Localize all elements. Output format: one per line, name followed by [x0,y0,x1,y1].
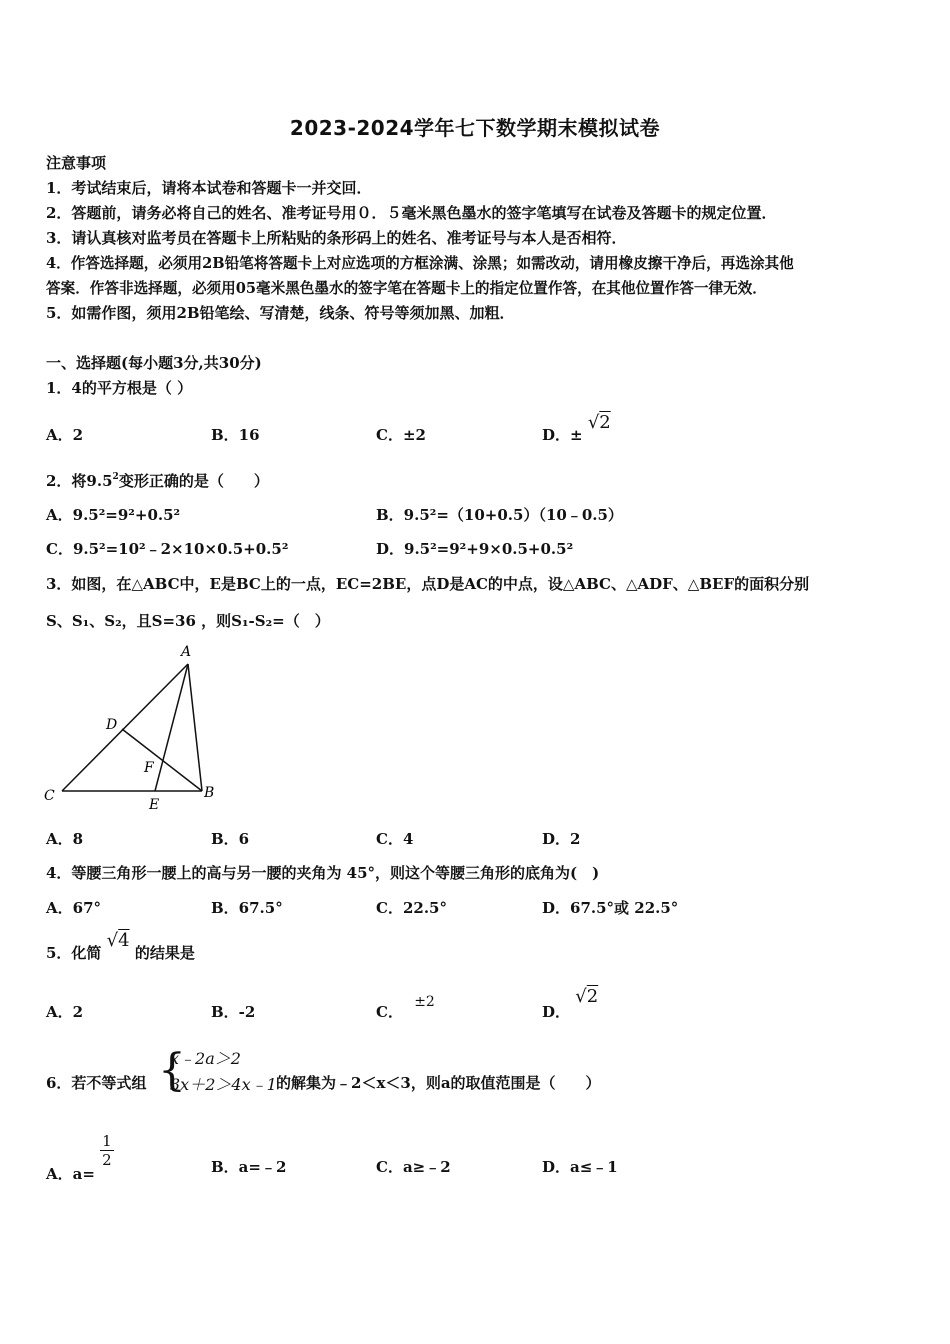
q1-option-d [542,412,611,444]
note-item: 1．考试结束后，请将本试卷和答题卡一并交回． [46,179,372,197]
q6-option-d: D．a≤﹣1 [542,1158,618,1176]
q2-option-a: A．9.5²=9²+0.5² [46,506,181,524]
note-item: 2．答题前，请务必将自己的姓名、准考证号用０．５毫米黑色墨水的签字笔填写在试卷及答题卡的规定位置． [46,204,777,222]
q1-option-d-label: D．± [542,426,583,444]
segment-ab [188,664,202,791]
q3-stem-line2: S、S₁、S₂，且S=36 ，则S₁-S₂=（ ） [46,612,330,630]
segment-db [122,729,202,791]
section-heading: 一、选择题(每小题3分,共30分) [46,354,262,372]
q4-stem: 4．等腰三角形一腰上的高与另一腰的夹角为 45°，则这个等腰三角形的底角为( ) [46,864,600,882]
label-f: F [144,760,154,776]
sqrt-symbol: √2 [587,412,611,433]
q5-stem-suffix: 的结果是 [134,944,195,962]
q3-option-d: D．2 [542,830,581,848]
inequality-row: x﹣2a＞2 [170,1049,241,1068]
q5-option-c-value: ±2 [414,994,435,1010]
segment-ca [62,664,188,791]
q5-option-c [376,992,435,1021]
q1-option-b: B．16 [211,426,260,444]
label-b: B [204,785,215,801]
inequality-row: 3x＋2＞4x﹣1 [170,1075,277,1094]
q2-option-b: B．9.5²=（10+0.5）（10﹣0.5） [376,506,623,524]
q5-option-d-label: D． [542,1003,571,1021]
q5-stem-prefix: 5．化简 [46,944,102,962]
q5-option-d [542,986,599,1021]
q4-option-d: D．67.5°或 22.5° [542,899,679,917]
q4-option-a: A．67° [46,899,102,917]
q6-option-a-label: A．a= [46,1164,95,1183]
q3-option-a: A．8 [46,830,84,848]
q2-option-d: D．9.5²=9²+9×0.5+0.5² [376,540,574,558]
q5-stem [46,930,195,962]
note-item: 5．如需作图，须用2B铅笔绘、写清楚，线条、符号等须加黑、加粗． [46,304,515,322]
q6-option-b: B．a=﹣2 [211,1158,287,1176]
q3-option-b: B．6 [211,830,250,848]
q2-stem [46,470,269,491]
label-e: E [149,797,160,813]
triangle-figure [40,640,230,815]
numerator: 1 [102,1132,112,1150]
segment-ae [155,664,188,791]
q2-stem-sup: 2 [112,472,119,482]
q5-option-c-label: C． [376,1003,403,1021]
notes-heading: 注意事项 [46,154,107,172]
q2-stem-suffix: 变形正确的是（ ） [118,472,269,490]
brace-icon: { [158,1045,186,1096]
q5-option-b: B．-2 [211,1003,256,1021]
q4-option-c: C．22.5° [376,899,447,917]
q4-option-b: B．67.5° [211,899,283,917]
label-c: C [44,788,55,804]
note-item: 3．请认真核对监考员在答题卡上所粘贴的条形码上的姓名、准考证号与本人是否相符． [46,229,627,247]
q1-option-a: A．2 [46,426,84,444]
sqrt-symbol: √2 [575,986,599,1007]
q6-stem-suffix: 的解集为﹣2＜x＜3，则a的取值范围是（ ） [276,1074,601,1092]
exam-title: 2023-2024学年七下数学期末模拟试卷 [289,116,661,140]
radicand: 4 [118,930,130,951]
q5-option-a: A．2 [46,1003,84,1021]
radicand: 2 [599,412,611,433]
label-a: A [181,644,192,660]
note-item: 4．作答选择题，必须用2B铅笔将答题卡上对应选项的方框涂满、涂黑；如需改动，请用橡皮擦干净后，再选涂其他 [46,255,794,272]
q3-option-c: C．4 [376,830,414,848]
q2-stem-prefix: 2．将9.5 [46,472,113,490]
sqrt-symbol: √4 [106,930,130,951]
note-item: 答案．作答非选择题，必须用05毫米黑色墨水的签字笔在答题卡上的指定位置作答，在其他位置作答一律无效． [46,280,767,297]
radicand: 2 [586,986,599,1007]
label-d: D [106,717,118,733]
fraction [100,1132,114,1169]
q1-stem: 1．4的平方根是（ ） [46,379,193,397]
q2-option-c: C．9.5²=10²﹣2×10×0.5+0.5² [46,540,289,558]
q6-stem-prefix: 6．若不等式组 [46,1074,147,1092]
q3-stem-line1: 3．如图，在△ABC中，E是BC上的一点，EC=2BE，点D是AC的中点，设△ABC、△ADF、△BEF的面积分别 [46,575,810,593]
q6-option-c: C．a≥﹣2 [376,1158,451,1176]
denominator: 2 [102,1151,112,1169]
q6-option-a [46,1132,114,1183]
q1-option-c: C．±2 [376,426,426,444]
